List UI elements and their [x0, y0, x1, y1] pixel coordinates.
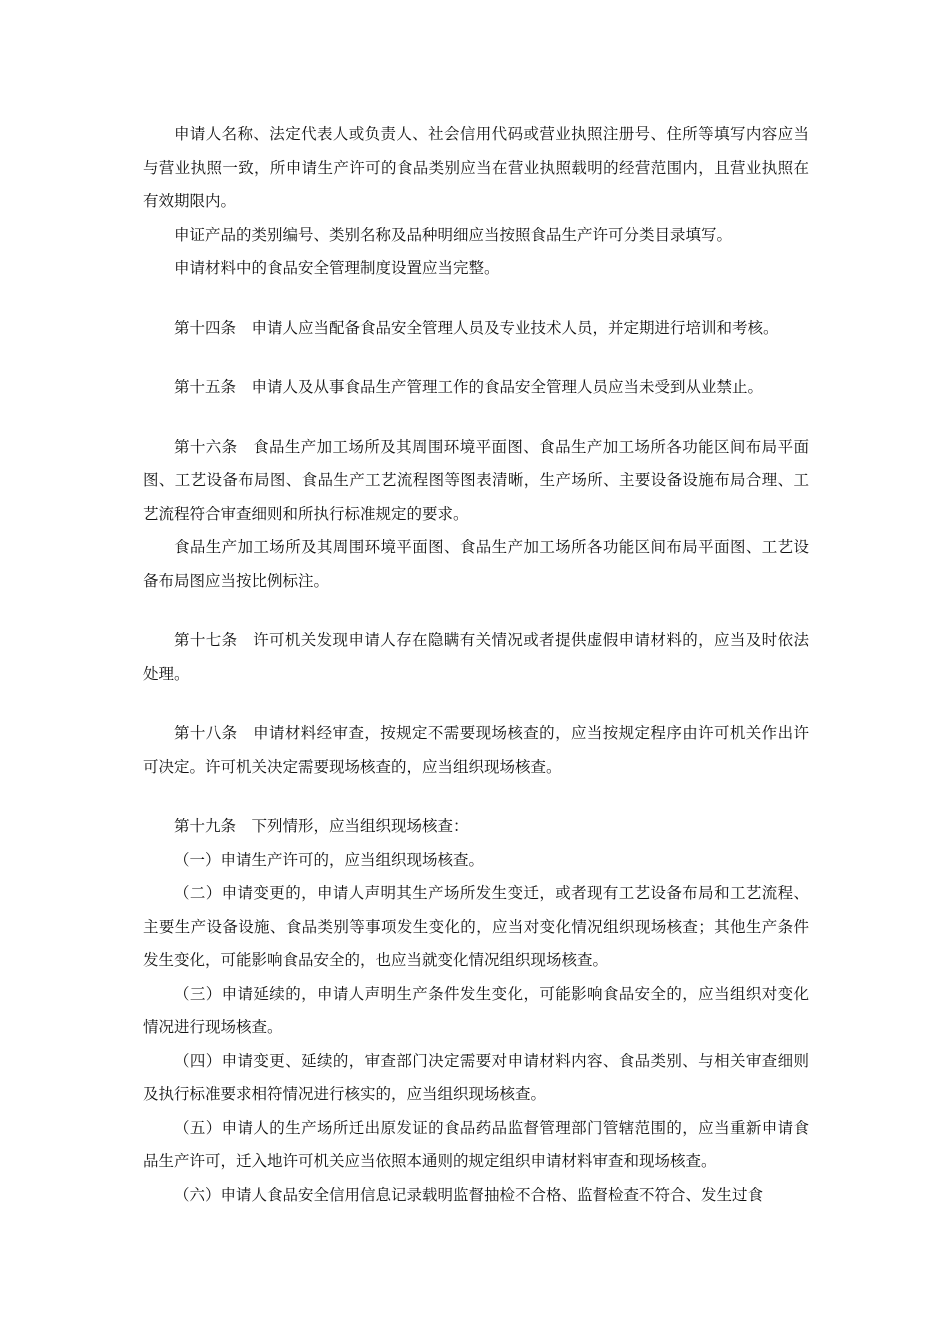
article-16-number: 第十六条 — [174, 437, 238, 456]
section-gap — [143, 691, 809, 717]
article-17-number: 第十七条 — [174, 631, 238, 649]
paragraph-3: 申请材料中的食品安全管理制度设置应当完整。 — [174, 259, 500, 277]
article-17 — [143, 624, 809, 691]
list-item-5: （五）申请人的生产场所迁出原发证的食品药品监督管理部门管辖范围的，应当重新申请食品生产许可，迁入地许可机关应当依照本通则的规定组织申请材料审查和现场核查。 — [143, 1118, 809, 1170]
section-gap — [143, 784, 809, 810]
document-body — [143, 118, 809, 1212]
article-19-text: 下列情形，应当组织现场核查： — [251, 817, 469, 835]
list-item-1: （一）申请生产许可的，应当组织现场核查。 — [174, 850, 485, 869]
article-18-number: 第十八条 — [174, 724, 238, 742]
article-15 — [143, 371, 809, 405]
article-19 — [143, 810, 809, 844]
section-gap — [143, 286, 809, 312]
list-item-3: （三）申请延续的，申请人声明生产条件发生变化，可能影响食品安全的，应当组织对变化情况进行现场核查。 — [143, 984, 809, 1036]
article-16-text: 食品生产加工场所及其周围环境平面图、食品生产加工场所各功能区间布局平面图、工艺设备布局图、食品生产工艺流程图等图表清晰，生产场所、主要设备设施布局合理、工艺流程符合审查细则和所执行标准规定的要求。 — [143, 437, 809, 523]
list-item-6: （六）申请人食品安全信用信息记录载明监督抽检不合格、监督检查不符合、发生过食 — [174, 1185, 764, 1204]
article-18 — [143, 717, 809, 784]
article-14-number: 第十四条 — [174, 318, 237, 337]
article-17-text: 许可机关发现申请人存在隐瞒有关情况或者提供虚假申请材料的，应当及时依法处理。 — [143, 631, 809, 683]
paragraph-16b: 食品生产加工场所及其周围环境平面图、食品生产加工场所各功能区间布局平面图、工艺设备布局图应当按比例标注。 — [143, 538, 809, 590]
article-18-text: 申请材料经审查，按规定不需要现场核查的，应当按规定程序由许可机关作出许可决定。许可机关决定需要现场核查的，应当组织现场核查。 — [143, 724, 809, 776]
article-19-number: 第十九条 — [174, 817, 237, 835]
paragraph-1: 申请人名称、法定代表人或负责人、社会信用代码或营业执照注册号、住所等填写内容应当与营业执照一致，所申请生产许可的食品类别应当在营业执照载明的经营范围内，且营业执照在有效期限内。 — [143, 125, 809, 210]
article-14-text: 申请人应当配备食品安全管理人员及专业技术人员，并定期进行培训和考核。 — [251, 318, 779, 337]
section-gap — [143, 598, 809, 624]
article-15-number: 第十五条 — [174, 378, 237, 396]
list-item-2: （二）申请变更的，申请人声明其生产场所发生变迁，或者现有工艺设备布局和工艺流程、主要生产设备设施、食品类别等事项发生变化的，应当对变化情况组织现场核查；其他生产条件发生变化，可能影响食品安全的，也应当就变化情况组织现场核查。 — [143, 884, 809, 969]
list-item-4: （四）申请变更、延续的，审查部门决定需要对申请材料内容、食品类别、与相关审查细则及执行标准要求相符情况进行核实的，应当组织现场核查。 — [143, 1051, 809, 1103]
paragraph-2: 申证产品的类别编号、类别名称及品种明细应当按照食品生产许可分类目录填写。 — [174, 225, 733, 244]
article-16 — [143, 431, 809, 532]
section-gap — [143, 345, 809, 371]
article-14 — [143, 312, 809, 346]
section-gap — [143, 405, 809, 431]
article-15-text: 申请人及从事食品生产管理工作的食品安全管理人员应当未受到从业禁止。 — [251, 378, 764, 396]
